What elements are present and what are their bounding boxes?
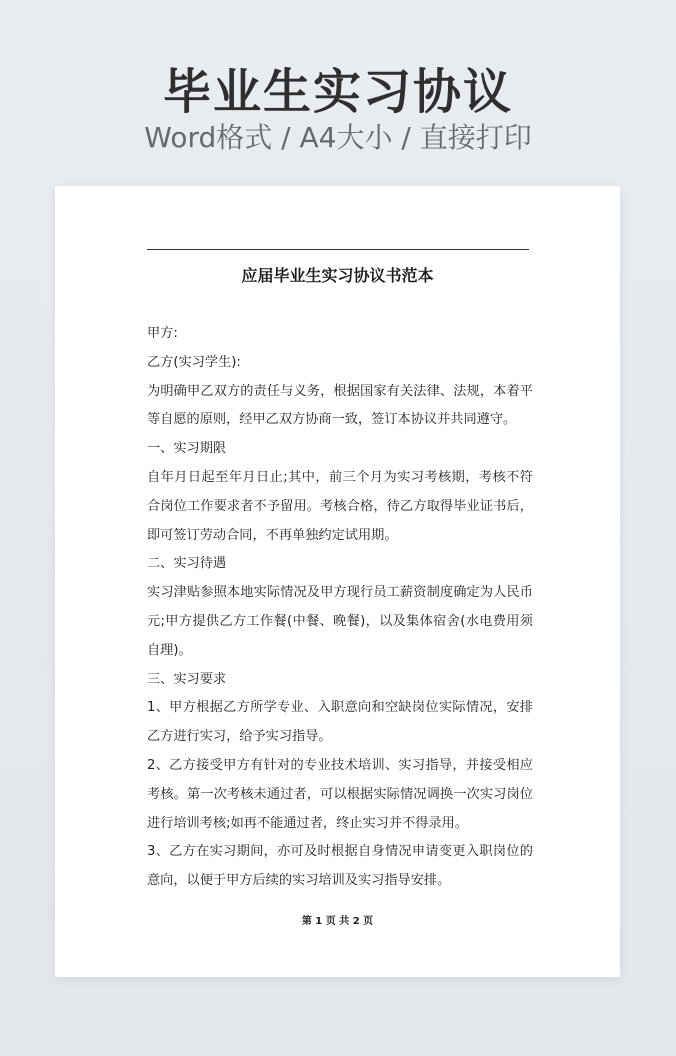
party-b-line: 乙方(实习学生): (147, 354, 241, 370)
banner-subtitle: Word格式 / A4大小 / 直接打印 (144, 121, 532, 154)
requirement-item-2: 2、乙方接受甲方有针对的专业技术培训、实习指导，并接受相应考核。第一次考核未通过者，可以根据实际情况调换一次实习岗位进行培训考核;如再不能通过者，终止实习并不得录用。 (147, 757, 533, 831)
section-heading-term: 一、实习期限 (147, 441, 227, 457)
party-a-line: 甲方: (147, 326, 178, 341)
document-title: 应届毕业生实习协议书范本 (241, 266, 434, 285)
section-heading-treatment: 二、实习待遇 (147, 556, 227, 572)
section-heading-requirements: 三、实习要求 (147, 671, 227, 687)
header-rule (147, 249, 529, 250)
intro-paragraph: 为明确甲乙双方的责任与义务，根据国家有关法律、法规，本着平等自愿的原则，经甲乙双方协商一致，签订本协议并共同遵守。 (147, 383, 533, 428)
treatment-paragraph: 实习津贴参照本地实际情况及甲方现行员工薪资制度确定为人民币元;甲方提供乙方工作餐(中餐、晚餐)，以及集体宿舍(水电费用须自理)。 (147, 585, 533, 658)
requirement-item-3: 3、乙方在实习期间，亦可及时根据自身情况申请变更入职岗位的意向，以便于甲方后续的实习培训及实习指导安排。 (147, 844, 533, 889)
page-number: 第 1 页 共 2 页 (301, 916, 374, 927)
term-paragraph: 自年月日起至年月日止;其中，前三个月为实习考核期，考核不符合岗位工作要求者不予留用。考核合格，待乙方取得毕业证书后，即可签订劳动合同，不再单独约定试用期。 (147, 469, 533, 543)
document-body (147, 320, 533, 896)
document-page (55, 186, 620, 977)
banner-title: 毕业生实习协议 (162, 64, 513, 120)
requirement-item-1: 1、甲方根据乙方所学专业、入职意向和空缺岗位实际情况，安排乙方进行实习，给予实习指导。 (147, 700, 533, 745)
